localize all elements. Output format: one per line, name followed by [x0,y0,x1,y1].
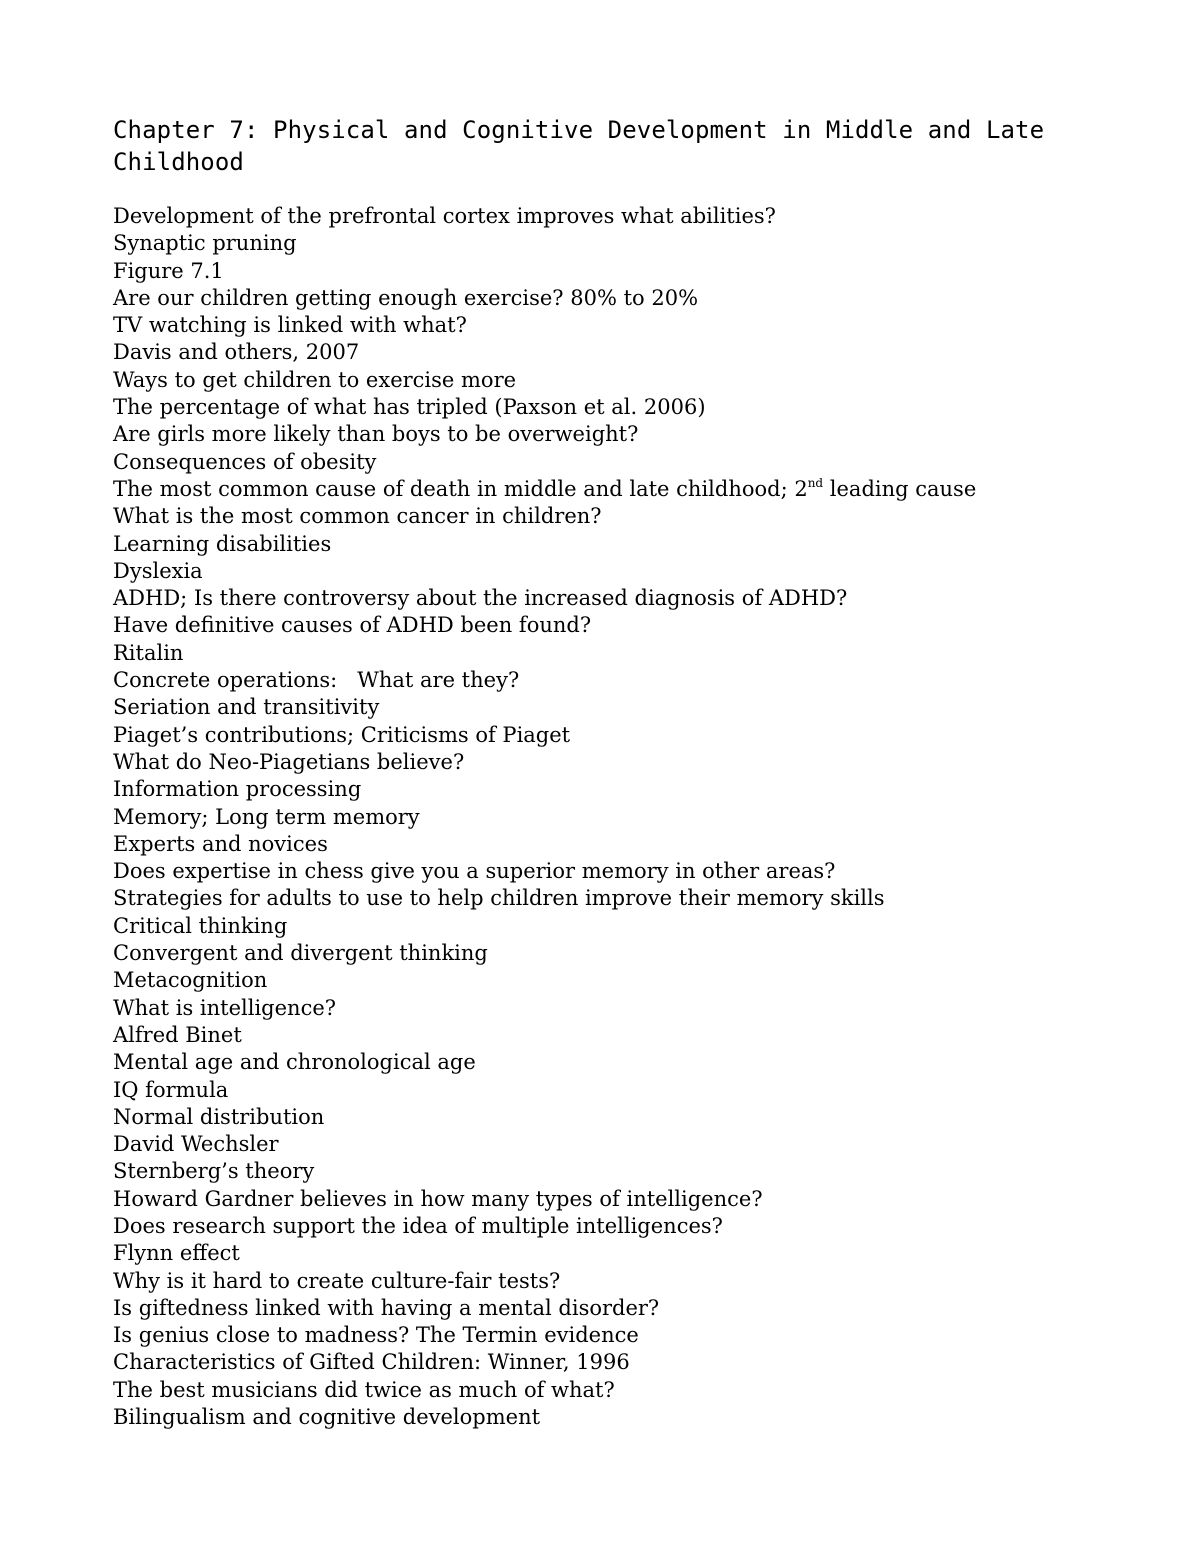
topic-line: What is intelligence? [113,995,337,1020]
study-topic-list [113,203,1173,1431]
topic-line: Normal distribution [113,1104,325,1129]
topic-line: What is the most common cancer in children? [113,504,602,529]
topic-line: Is giftedness linked with having a mental disorder? [113,1295,660,1320]
topic-line: Strategies for adults to use to help children improve their memory skills [113,886,885,911]
topic-line: Experts and novices [113,831,328,856]
topic-line: Development of the prefrontal cortex improves what abilities? [113,204,776,228]
ordinal-superscript: nd [807,475,824,490]
topic-line: David Wechsler [113,1132,279,1157]
topic-line: The best musicians did twice as much of what? [113,1377,615,1402]
topic-line: Convergent and divergent thinking [113,941,488,966]
topic-line: Dyslexia [113,558,203,583]
topic-line: Piaget’s contributions; Criticisms of Piaget [113,722,571,747]
topic-line-text: The most common cause of death in middle and late childhood; 2 [113,476,808,501]
topic-line: Critical thinking [113,913,288,938]
topic-line: TV watching is linked with what? [113,313,467,338]
topic-line: Ritalin [113,640,184,665]
topic-line: Information processing [113,777,362,802]
topic-line: Does expertise in chess give you a superior memory in other areas? [113,859,836,884]
topic-line: Are our children getting enough exercise? 80% to 20% [113,285,699,310]
topic-line: Have definitive causes of ADHD been found? [113,613,592,638]
topic-line: Ways to get children to exercise more [113,367,517,392]
topic-line: Seriation and transitivity [113,695,380,720]
topic-line: Why is it hard to create culture-fair tests? [113,1268,561,1293]
topic-line: Alfred Binet [113,1022,242,1047]
topic-line: Are girls more likely than boys to be overweight? [113,422,639,447]
topic-line: Metacognition [113,968,268,993]
topic-line: Characteristics of Gifted Children: Winner, 1996 [113,1350,630,1375]
topic-line: Does research support the idea of multiple intelligences? [113,1213,723,1238]
topic-line: Mental age and chronological age [113,1050,476,1075]
topic-line: Figure 7.1 [113,258,224,283]
chapter-title: Chapter 7: Physical and Cognitive Development in Middle and Late Childhood [113,116,1045,176]
topic-line: Davis and others, 2007 [113,340,360,365]
topic-line: Sternberg’s theory [113,1159,315,1184]
topic-line: Howard Gardner believes in how many types of intelligence? [113,1186,763,1211]
topic-line: Memory; Long term memory [113,804,420,829]
topic-line: ADHD; Is there controversy about the increased diagnosis of ADHD? [113,586,848,611]
topic-line-with-superscript [113,476,1173,503]
topic-line: Flynn effect [113,1241,240,1266]
topic-line: What do Neo-Piagetians believe? [113,749,465,774]
topic-line: Is genius close to madness? The Termin evidence [113,1323,639,1348]
topic-line: The percentage of what has tripled (Paxson et al. 2006) [113,395,706,420]
topic-line: IQ formula [113,1077,229,1102]
topic-line: Consequences of obesity [113,449,377,474]
topic-line: Synaptic pruning [113,231,297,256]
topic-line: Learning disabilities [113,531,332,556]
topic-line: Concrete operations: What are they? [113,668,520,693]
topic-line: Bilingualism and cognitive development [113,1405,541,1430]
topic-line-suffix: leading cause [823,476,977,501]
